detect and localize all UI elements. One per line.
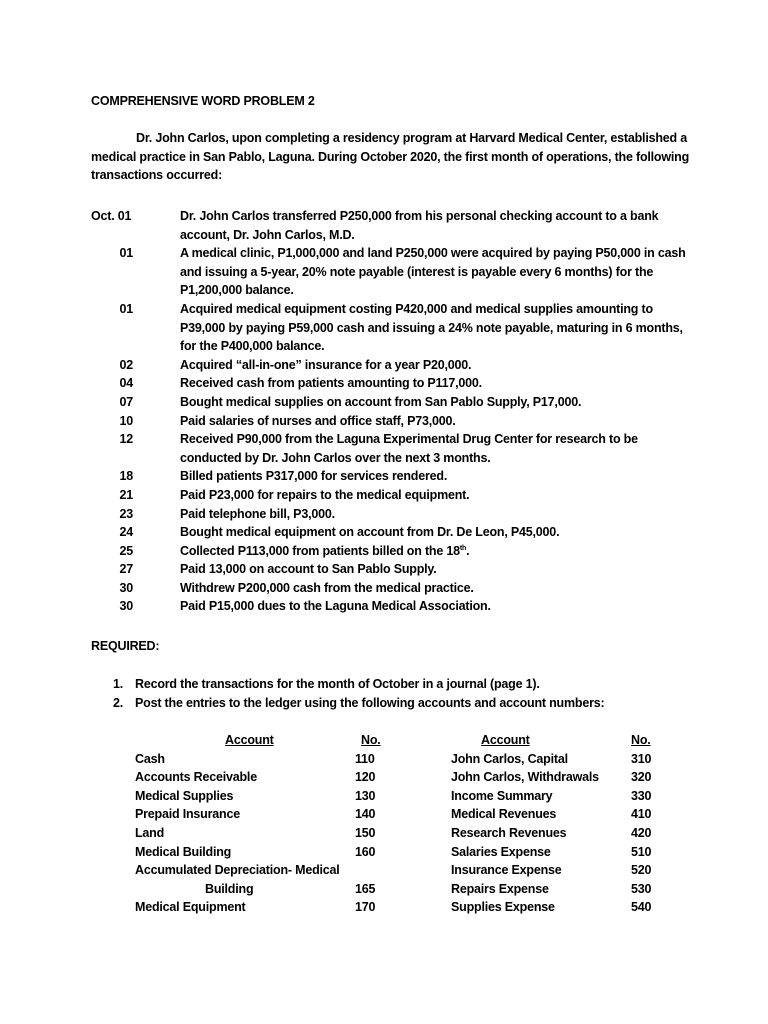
required-number: 1. <box>113 677 124 691</box>
account-number: 420 <box>631 825 652 840</box>
transaction-text-main: Collected P113,000 from patients billed on the 18 <box>180 543 460 558</box>
transaction-row <box>91 207 691 244</box>
account-name: Repairs Expense <box>451 881 549 896</box>
transaction-text: Received P90,000 from the Laguna Experimental Drug Center for research to be conducted by Dr. John Carlos over the next 3 months. <box>180 432 638 465</box>
transaction-text: Paid P15,000 dues to the Laguna Medical Association. <box>180 599 491 614</box>
account-number <box>355 861 451 880</box>
account-number: 140 <box>355 807 376 822</box>
account-number: 510 <box>631 844 652 859</box>
transaction-row <box>91 579 691 598</box>
transaction-date: 02 <box>119 357 133 372</box>
transaction-text <box>180 542 691 561</box>
document-title: COMPREHENSIVE WORD PROBLEM 2 <box>91 94 315 108</box>
transaction-date: 23 <box>119 506 133 521</box>
required-text: Post the entries to the ledger using the following accounts and account numbers: <box>135 695 605 710</box>
transaction-row <box>91 467 691 486</box>
account-row <box>135 787 675 806</box>
account-name: Supplies Expense <box>451 900 555 915</box>
transaction-row <box>91 244 691 300</box>
transaction-row <box>91 300 691 356</box>
account-row <box>135 843 675 862</box>
account-number: 165 <box>355 881 376 896</box>
transaction-date: 07 <box>119 394 133 409</box>
account-name: Insurance Expense <box>451 863 562 878</box>
transaction-date: 21 <box>119 487 133 502</box>
account-number: 160 <box>355 844 376 859</box>
transaction-text: Paid P23,000 for repairs to the medical equipment. <box>180 487 470 502</box>
account-column-header: Account <box>481 733 530 747</box>
transaction-text: A medical clinic, P1,000,000 and land P250,000 were acquired by paying P50,000 in cash and issuing a 5-year, 20% note payable (interest is payable every 6 months) for the P1,200,000 balance. <box>180 246 686 298</box>
chart-of-accounts <box>135 731 675 917</box>
account-name: Medical Supplies <box>135 788 234 803</box>
transaction-text: Acquired “all-in-one” insurance for a year P20,000. <box>180 357 472 372</box>
account-number: 540 <box>631 900 652 915</box>
account-name: Land <box>135 825 165 840</box>
transaction-row <box>91 412 691 431</box>
transaction-text-end: . <box>466 543 470 558</box>
required-number: 2. <box>113 695 124 710</box>
transaction-text: Received cash from patients amounting to P117,000. <box>180 376 482 391</box>
account-number: 410 <box>631 807 652 822</box>
account-name: Medical Building <box>135 844 232 859</box>
intro-paragraph: Dr. John Carlos, upon completing a residency program at Harvard Medical Center, established a medical practice in San Pablo, Laguna. During October 2020, the first month of operations, the following transactions occurred: <box>91 131 690 183</box>
transaction-date: 24 <box>119 525 133 540</box>
account-name: John Carlos, Capital <box>451 751 568 766</box>
transaction-text: Bought medical equipment on account from Dr. De Leon, P45,000. <box>180 525 560 540</box>
account-name: Accounts Receivable <box>135 770 257 785</box>
transaction-date: 01 <box>119 301 133 316</box>
transaction-row <box>91 523 691 542</box>
transaction-row <box>91 597 691 616</box>
account-name: Income Summary <box>451 788 553 803</box>
account-name: John Carlos, Withdrawals <box>451 770 599 785</box>
transaction-date: 12 <box>119 432 133 447</box>
transaction-row <box>91 374 691 393</box>
transaction-text: Billed patients P317,000 for services rendered. <box>180 469 448 484</box>
account-row <box>135 750 675 769</box>
ordinal-suffix: th <box>459 544 467 552</box>
account-row <box>135 805 675 824</box>
account-number: 110 <box>355 751 375 766</box>
required-item <box>113 675 693 694</box>
transaction-text: Bought medical supplies on account from San Pablo Supply, P17,000. <box>180 394 582 409</box>
account-number: 170 <box>355 900 376 915</box>
transaction-text: Paid telephone bill, P3,000. <box>180 506 335 521</box>
required-item <box>113 694 693 713</box>
transaction-row <box>91 542 691 561</box>
number-column-header: No. <box>361 733 381 747</box>
account-number: 150 <box>355 825 376 840</box>
account-number: 320 <box>631 770 652 785</box>
transaction-row <box>91 393 691 412</box>
required-text: Record the transactions for the month of October in a journal (page 1). <box>135 677 540 691</box>
transaction-date: 10 <box>119 413 133 428</box>
account-number: 330 <box>631 788 652 803</box>
account-row <box>135 898 675 917</box>
account-name: Medical Revenues <box>451 807 557 822</box>
account-number: 520 <box>631 863 652 878</box>
account-name: Research Revenues <box>451 825 567 840</box>
transaction-date: 18 <box>119 469 133 484</box>
transaction-date: 30 <box>119 580 133 595</box>
transaction-text: Withdrew P200,000 cash from the medical practice. <box>180 580 474 595</box>
transaction-row <box>91 486 691 505</box>
account-name: Prepaid Insurance <box>135 807 240 822</box>
account-row <box>135 824 675 843</box>
account-column-header: Account <box>225 733 274 747</box>
transaction-date: 01 <box>119 246 133 261</box>
transaction-date: Oct. 01 <box>91 209 132 223</box>
transaction-row <box>91 430 691 467</box>
account-number: 530 <box>631 881 652 896</box>
transaction-row <box>91 560 691 579</box>
transaction-text: Paid salaries of nurses and office staff, P73,000. <box>180 413 456 428</box>
account-name: Accumulated Depreciation- Medical <box>135 863 340 878</box>
account-number: 130 <box>355 788 376 803</box>
required-list <box>113 675 693 712</box>
account-row <box>135 880 675 899</box>
account-row <box>135 861 675 880</box>
transaction-text: Acquired medical equipment costing P420,000 and medical supplies amounting to P39,000 by paying P59,000 cash and issuing a 24% note payable, maturing in 6 months, for the P400,000 balance. <box>180 301 683 354</box>
transaction-date: 27 <box>119 562 133 577</box>
account-number: 120 <box>355 770 376 785</box>
number-column-header: No. <box>631 733 651 747</box>
account-name: Salaries Expense <box>451 844 551 859</box>
accounts-header-row <box>135 731 675 750</box>
transaction-date: 04 <box>119 376 133 391</box>
transaction-date: 30 <box>119 599 133 614</box>
account-name: Medical Equipment <box>135 900 246 915</box>
transactions-list <box>91 207 691 616</box>
account-name: Cash <box>135 751 165 766</box>
account-row <box>135 768 675 787</box>
required-heading: REQUIRED: <box>91 639 160 653</box>
account-number: 310 <box>631 751 652 766</box>
account-name-continued: Building <box>205 881 254 896</box>
transaction-date: 25 <box>119 543 133 558</box>
transaction-row <box>91 356 691 375</box>
transaction-row <box>91 505 691 524</box>
transaction-text: Dr. John Carlos transferred P250,000 from his personal checking account to a bank account, Dr. John Carlos, M.D. <box>180 209 659 242</box>
transaction-text: Paid 13,000 on account to San Pablo Supply. <box>180 562 437 577</box>
